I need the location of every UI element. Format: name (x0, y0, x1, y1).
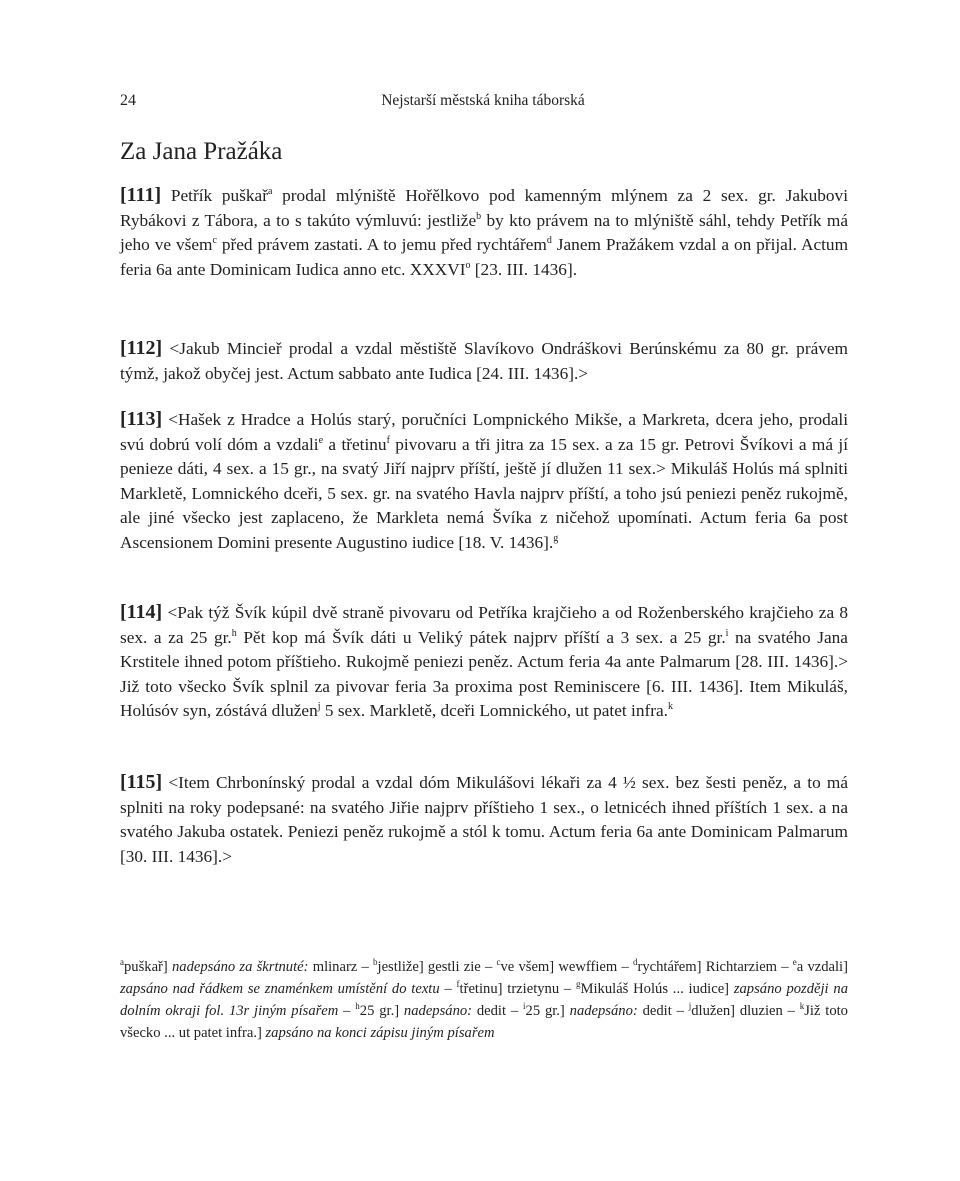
note-comment: nadepsáno: (569, 1003, 638, 1019)
note-mark: c (496, 957, 501, 968)
note-mark: d (632, 957, 638, 968)
note-comment: nadepsáno: (403, 1003, 473, 1019)
note-ref: c (212, 235, 217, 247)
note-ref: e (318, 434, 324, 446)
note-text: Již toto všecko ... ut patet infra.] (120, 1003, 848, 1041)
entry-text: před právem zastati. A to jemu před rychtářem (216, 235, 547, 254)
note-text: – (439, 981, 457, 997)
note-mark: h (355, 1001, 360, 1012)
note-ref: g (553, 532, 559, 544)
note-text: puškař] (124, 959, 172, 975)
note-text: 25 gr.] (525, 1003, 570, 1019)
entry-text: Janem Pražákem vzdal a on přijal. Actum feria 6a ante Dominicam Iudica anno etc. XXXVI (120, 235, 849, 279)
entry-number: [111] (120, 184, 162, 206)
entry-text: prodal mlýniště Hořělkovo pod kamenným mlýnem za 2 sex. gr. Jakubovi Rybákovi z Tábora, a to s takúto výmluvú: jestliže (120, 186, 848, 230)
note-mark: f (456, 979, 460, 990)
note-comment: zapsáno nad řádkem se znaménkem umístění do textu (120, 981, 440, 997)
note-mark: k (799, 1001, 805, 1012)
note-comment: nadepsáno za škrtnuté: (171, 959, 309, 975)
note-mark: b (373, 957, 378, 968)
entry-text: na svatého Jana Krstitele ihned potom příštieho. Rukojmě peniezi peněz. Actum feria 4a ante Palmarum [28. III. 1436].> Již toto všecko Švík splnil za pivovar feria 3a proxima post Reminiscere [6. III. 1436]. Item Mikuláš, Holúsóv syn, zóstává dlužen (120, 627, 848, 720)
note-ref: a (267, 186, 273, 198)
entry-text: [23. III. 1436]. (470, 259, 578, 279)
entry-111 (120, 183, 848, 282)
note-text: dedit – (472, 1003, 523, 1019)
note-text: 25 gr.] (359, 1003, 404, 1019)
note-ref: b (476, 210, 482, 222)
note-ref: f (386, 434, 390, 446)
entry-text: <Hašek z Hradce a Holús starý, poručníci Lompnického Mikše, a Markreta, dcera jeho, prodali svú dobrú volí dóm a vzdali (120, 410, 848, 454)
section-title: Za Jana Pražáka (120, 138, 283, 165)
note-mark: a (120, 957, 124, 968)
footnotes (120, 956, 848, 1044)
note-ref: i (725, 627, 729, 639)
note-text: dlužen] dluzien – (691, 1003, 800, 1019)
entry-text: <Jakub Mincieř prodal a vzdal městiště Slavíkovo Ondráškovi Berúnskému za 80 gr. právem týmž, jakož obyčej jest. Actum sabbato ante Iudica [24. III. 1436].> (120, 339, 848, 383)
note-text: mlinarz – (308, 959, 374, 975)
page-header (120, 92, 846, 114)
entry-number: [114] (120, 601, 163, 623)
entry-text: a třetinu (323, 434, 387, 454)
note-text: ve všem] wewffiem – (500, 959, 633, 975)
entry-text: by kto právem na to mlýniště sáhl, tehdy Petřík má jeho ve všem (120, 210, 848, 254)
note-ref: o (465, 259, 471, 271)
note-text: jestliže] gestli zie – (377, 959, 497, 975)
entry-text: 5 sex. Markletě, dceři Lomnického, ut patet infra. (320, 701, 668, 720)
entry-number: [113] (120, 408, 163, 430)
running-title: Nejstarší městská kniha táborská (381, 92, 585, 109)
note-mark: g (576, 979, 581, 990)
entry-114 (120, 600, 848, 724)
entry-text: <Item Chrbonínský prodal a vzdal dóm Mikulášovi lékaři za 4 ½ sex. bez šesti peněz, a to má splniti na roky podepsané: na svatého Jiřie najprv příštieho 1 sex., o letnicéch ihned příštích 1 sex. a na svatého Jakuba ostatek. Peniezi peněz rukojmě a stól k tomu. Actum feria 6a ante Dominicam Palmarum [30. III. 1436].> (120, 773, 848, 866)
note-ref: k (667, 701, 673, 713)
note-ref: d (546, 235, 552, 247)
note-mark: j (688, 1001, 692, 1012)
note-text: dedit – (637, 1003, 689, 1019)
entry-113 (120, 407, 848, 555)
entry-text: pivovaru a tři jitra za 15 sex. a za 15 gr. Petrovi Švíkovi a má jí penieze dáti, 4 sex. a 15 gr., na svatý Jiří najprv příští, ještě jí dlužen 11 sex.> Mikuláš Holús má splniti Markletě, Lomnického dceři, 5 sex. gr. na svatého Havla najprv příští, a toho jsú peniezi peněz rukojmě, ale jiné všecko jest zaplaceno, že Markleta nemá Švíka z ničehož upomínati. Actum feria 6a post Ascensionem Domini presente Augustino iudice [18. V. 1436]. (120, 434, 848, 552)
note-mark: e (792, 957, 797, 968)
page-number: 24 (120, 92, 136, 109)
note-text: třetinu] trzietynu – (459, 981, 577, 997)
entry-number: [115] (120, 771, 163, 793)
note-text: – (338, 1003, 356, 1019)
note-text: a vzdali] (796, 959, 848, 975)
note-ref: h (231, 627, 237, 639)
entry-text: Pět kop má Švík dáti u Veliký pátek najprv příští a 3 sex. a 25 gr. (236, 627, 726, 647)
note-mark: i (523, 1001, 526, 1012)
note-text: Mikuláš Holús ... iudice] (580, 981, 734, 997)
entry-text: <Pak týž Švík kúpil dvě straně pivovaru od Petříka krajčieho a od Roženberského krajčieho za 8 sex. a za 25 gr. (120, 603, 848, 647)
entry-115 (120, 770, 848, 869)
entry-112 (120, 336, 848, 386)
entry-text: Petřík puškař (161, 186, 268, 205)
entry-number: [112] (120, 337, 163, 359)
note-comment: zapsáno na konci zápisu jiným písařem (265, 1025, 495, 1041)
note-comment: zapsáno později na dolním okraji fol. 13r jiným písařem (120, 981, 848, 1019)
note-ref: j (317, 701, 321, 713)
note-text: rychtářem] Richtarziem – (637, 959, 793, 975)
